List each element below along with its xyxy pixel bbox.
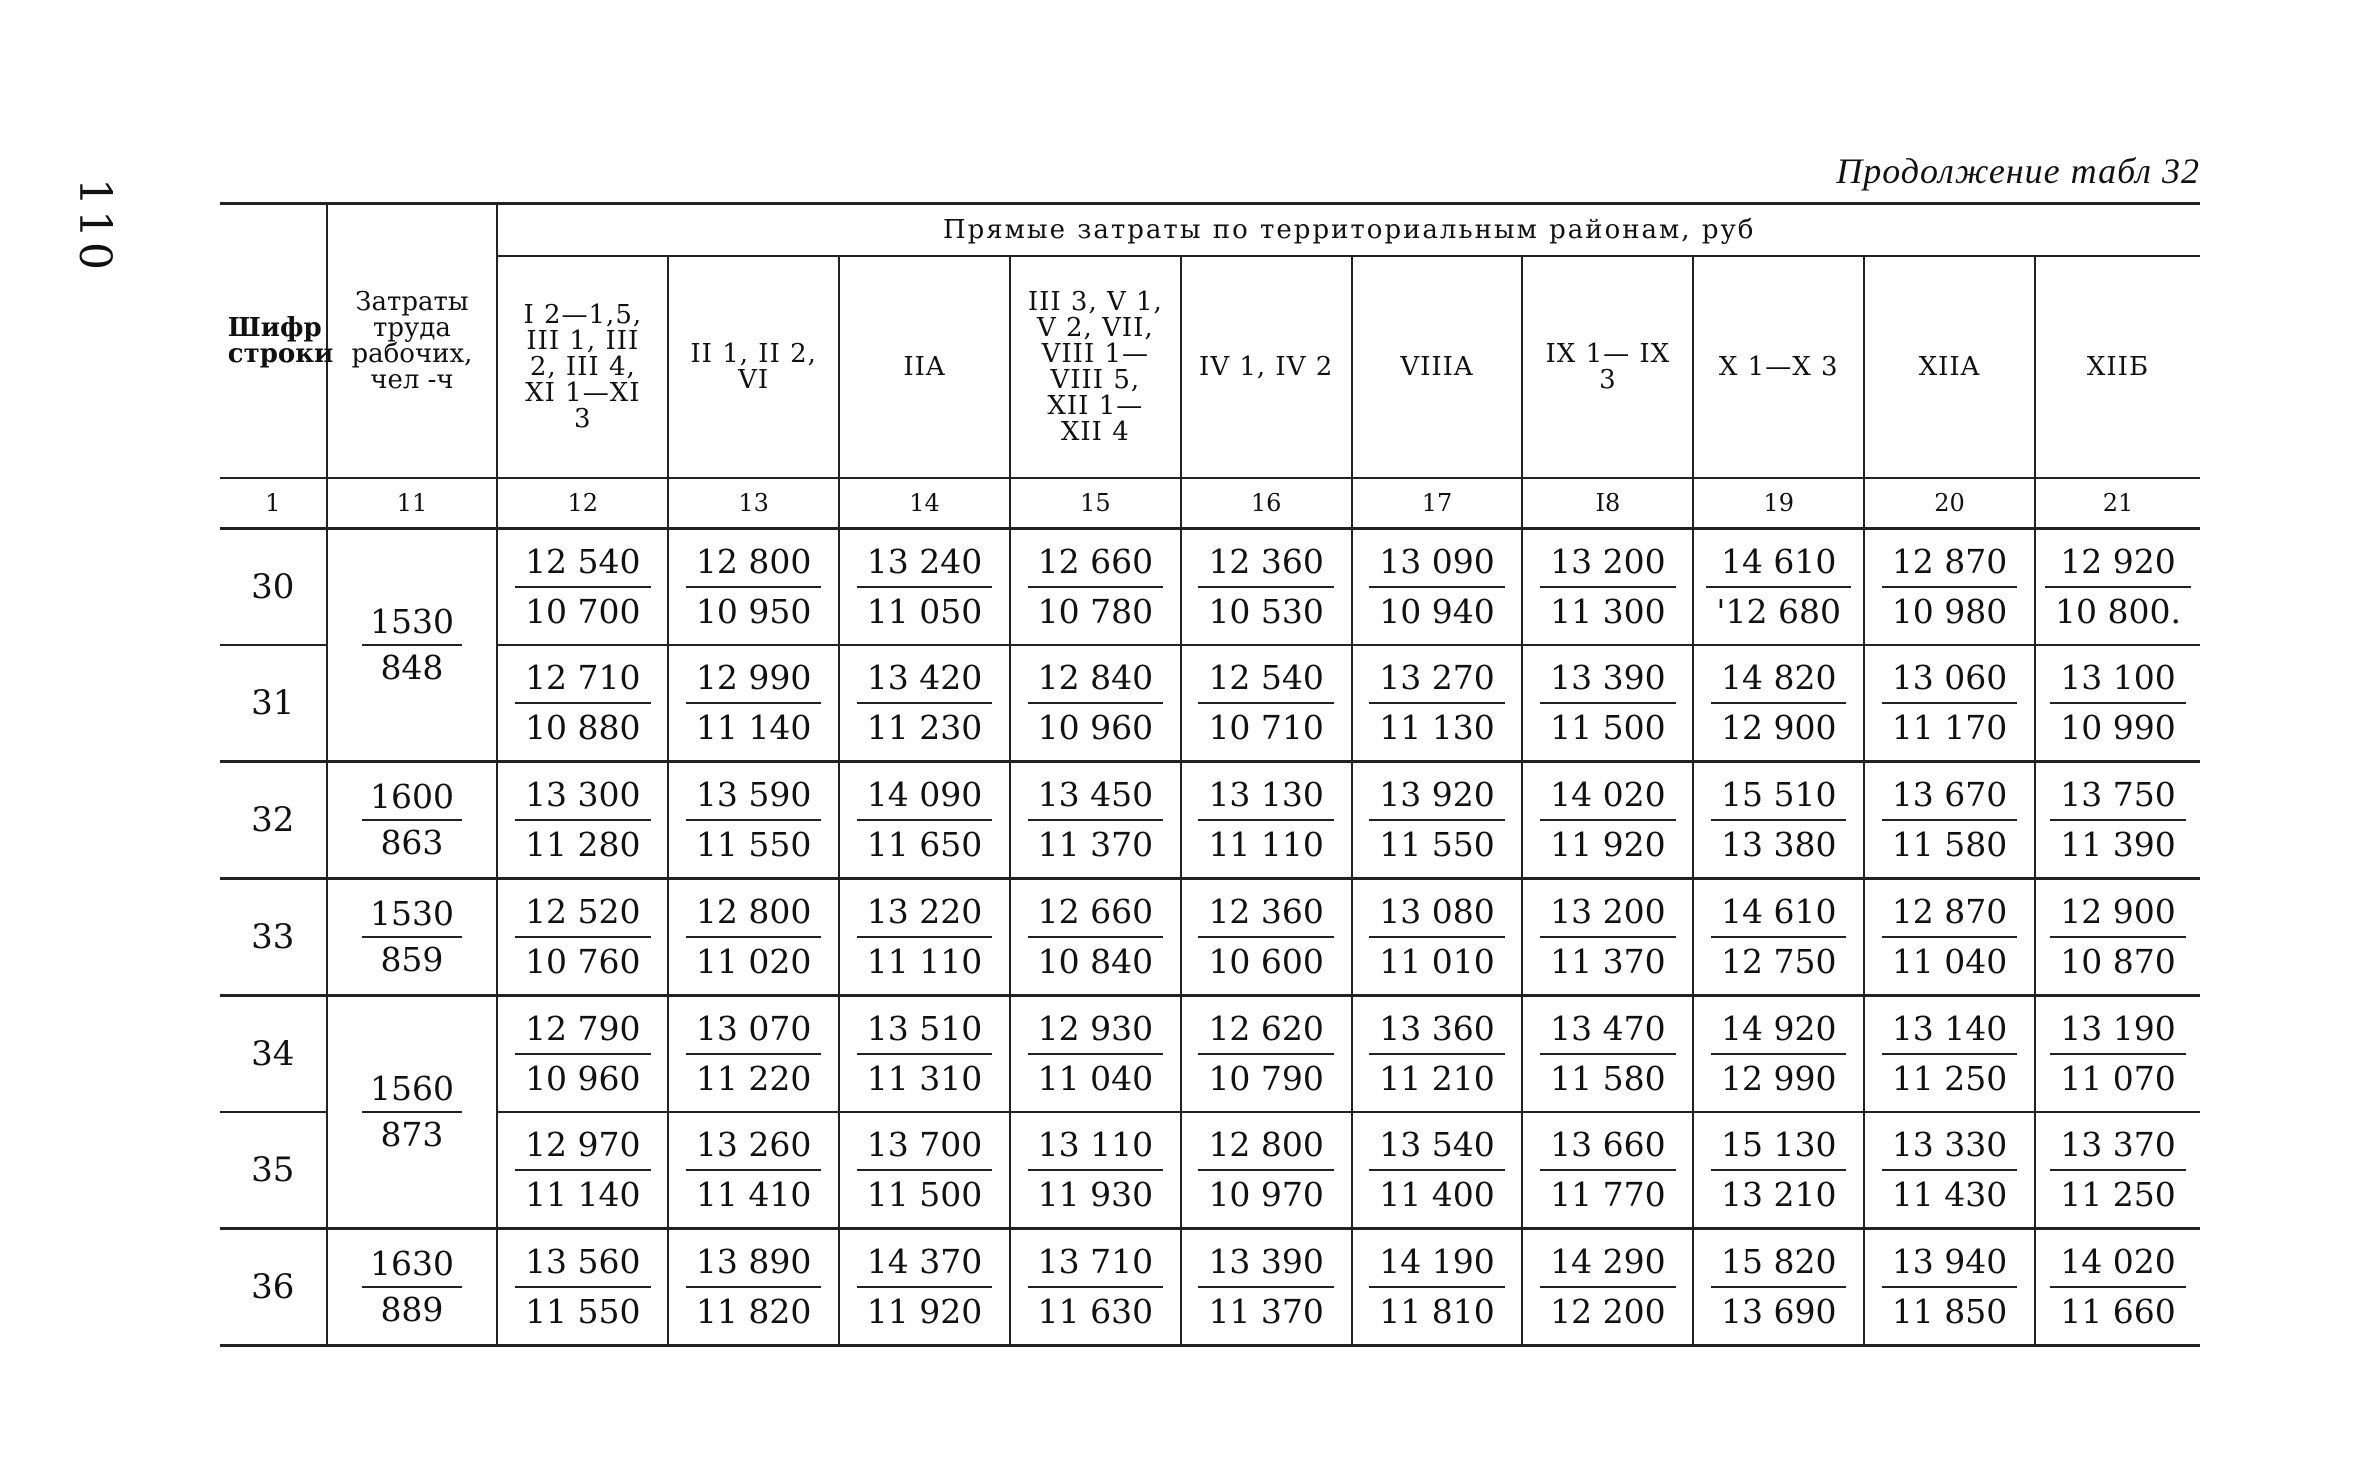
cost-cell: [1864, 996, 2035, 1113]
cost-value: 11 810: [1379, 1292, 1495, 1331]
cost-value: 11 110: [866, 942, 983, 981]
cost-value: 11 930: [1037, 1175, 1154, 1214]
row-code: 30: [220, 529, 327, 646]
cost-cell: [1522, 1112, 1693, 1229]
cost-value: 11 130: [1379, 708, 1495, 747]
cost-value: '12 680: [1716, 592, 1841, 631]
region-header: I 2—1,5, III 1, III 2, III 4, XI 1—XI 3: [497, 256, 668, 478]
cost-value: 11 010: [1379, 942, 1495, 981]
table-continuation-label: Продолжение табл 32: [1836, 151, 2200, 191]
cost-value: 13 060: [1882, 652, 2017, 704]
cost-cell: [1522, 996, 1693, 1113]
labor-hours-value: 873: [380, 1115, 444, 1154]
region-header: XIIA: [1864, 256, 2035, 478]
region-header: III 3, V 1, V 2, VII, VIII 1— VIII 5, XII 1— XII 4: [1010, 256, 1181, 478]
cost-cell: [2035, 996, 2200, 1113]
table-row: [220, 762, 2200, 879]
column-number: I8: [1522, 478, 1693, 529]
cost-cell: [1352, 762, 1523, 879]
column-number: 11: [327, 478, 498, 529]
cost-cell: [1693, 879, 1864, 996]
cost-cell: [668, 529, 839, 646]
cost-value: 13 260: [686, 1119, 821, 1171]
cost-value: 13 510: [857, 1003, 992, 1055]
region-header: II 1, II 2, VI: [668, 256, 839, 478]
cost-value: 11 580: [1891, 825, 2008, 864]
cost-value: 14 610: [1706, 536, 1851, 588]
cost-cell: [1010, 1229, 1181, 1346]
cost-value: 14 610: [1711, 886, 1846, 938]
cost-value: 12 990: [1720, 1059, 1837, 1098]
cost-value: 11 850: [1891, 1292, 2008, 1331]
row-code: 31: [220, 645, 327, 762]
cost-value: 11 500: [1550, 708, 1666, 747]
cost-value: 11 370: [1550, 942, 1666, 981]
cost-value: 12 660: [1028, 886, 1163, 938]
cost-value: 13 070: [686, 1003, 821, 1055]
row-code: 32: [220, 762, 327, 879]
cost-value: 11 040: [1891, 942, 2008, 981]
cost-value: 10 700: [525, 592, 641, 631]
cost-cell: [668, 996, 839, 1113]
row-code: 35: [220, 1112, 327, 1229]
cost-value: 14 190: [1369, 1236, 1504, 1288]
cost-value: 13 190: [2050, 1003, 2185, 1055]
cost-cell: [839, 1112, 1010, 1229]
cost-cell: [497, 879, 668, 996]
direct-costs-header: Прямые затраты по территориальным районам, руб: [497, 204, 2200, 257]
cost-value: 13 540: [1369, 1119, 1504, 1171]
cost-value: 14 820: [1711, 652, 1846, 704]
column-number: 21: [2035, 478, 2200, 529]
cost-value: 13 100: [2050, 652, 2185, 704]
cost-value: 12 660: [1028, 536, 1163, 588]
cost-value: 13 360: [1369, 1003, 1504, 1055]
cost-cell: [1864, 1112, 2035, 1229]
cost-value: 11 410: [695, 1175, 812, 1214]
cost-value: 12 900: [1720, 708, 1837, 747]
cost-value: 15 510: [1711, 769, 1846, 821]
cost-cell: [1522, 879, 1693, 996]
cost-cell: [1010, 996, 1181, 1113]
cost-value: 12 200: [1550, 1292, 1666, 1331]
cost-value: 13 090: [1369, 536, 1504, 588]
labor-hours-value: 889: [380, 1290, 444, 1329]
cost-cell: [839, 529, 1010, 646]
cost-value: 12 620: [1198, 1003, 1333, 1055]
cost-value: 12 360: [1198, 886, 1333, 938]
region-header: IX 1— IX 3: [1522, 256, 1693, 478]
cost-value: 13 470: [1540, 1003, 1675, 1055]
cost-value: 10 950: [695, 592, 812, 631]
cost-value: 13 240: [857, 536, 992, 588]
cost-value: 13 330: [1882, 1119, 2017, 1171]
cost-cell: [1010, 879, 1181, 996]
cost-value: 11 140: [695, 708, 812, 747]
cost-value: 11 020: [695, 942, 812, 981]
row-code: 36: [220, 1229, 327, 1346]
cost-value: 11 070: [2060, 1059, 2176, 1098]
cost-cell: [1181, 996, 1352, 1113]
cost-value: 14 920: [1711, 1003, 1846, 1055]
cost-cell: [839, 645, 1010, 762]
cost-value: 10 840: [1037, 942, 1154, 981]
cost-cell: [1181, 1112, 1352, 1229]
labor-header: Затраты труда рабочих, чел -ч: [327, 204, 498, 479]
cost-value: 12 930: [1028, 1003, 1163, 1055]
cost-value: 13 210: [1720, 1175, 1837, 1214]
region-header: VIIIA: [1352, 256, 1523, 478]
cost-cell: [497, 1112, 668, 1229]
cost-value: 11 390: [2060, 825, 2176, 864]
column-number: 12: [497, 478, 668, 529]
cost-value: 10 800.: [2055, 592, 2181, 631]
cost-value: 11 140: [525, 1175, 641, 1214]
cost-cell: [1181, 762, 1352, 879]
cost-value: 15 130: [1711, 1119, 1846, 1171]
cost-cell: [1864, 645, 2035, 762]
labor-hours-value: 1630: [362, 1240, 462, 1288]
cost-value: 10 600: [1208, 942, 1324, 981]
cost-value: 13 390: [1198, 1236, 1333, 1288]
cost-value: 12 800: [686, 886, 821, 938]
cost-value: 11 250: [1891, 1059, 2008, 1098]
cost-cell: [1010, 529, 1181, 646]
page-number: 110: [69, 178, 120, 274]
cost-cell: [497, 996, 668, 1113]
cost-cell: [497, 645, 668, 762]
cost-cell: [668, 762, 839, 879]
cost-value: 13 140: [1882, 1003, 2017, 1055]
cost-value: 11 550: [1379, 825, 1495, 864]
cost-cell: [497, 762, 668, 879]
table-row: [220, 645, 2200, 762]
cost-value: 11 770: [1550, 1175, 1666, 1214]
cost-value: 13 130: [1198, 769, 1333, 821]
cost-cell: [2035, 645, 2200, 762]
cost-value: 13 660: [1540, 1119, 1675, 1171]
cost-value: 12 710: [515, 652, 650, 704]
cost-value: 13 380: [1720, 825, 1837, 864]
cost-value: 12 790: [515, 1003, 650, 1055]
cost-cell: [497, 529, 668, 646]
cost-value: 11 210: [1379, 1059, 1495, 1098]
cost-value: 11 550: [695, 825, 812, 864]
cost-value: 10 760: [525, 942, 641, 981]
cost-cell: [668, 1112, 839, 1229]
table-row: [220, 879, 2200, 996]
cost-value: 11 170: [1891, 708, 2008, 747]
cost-value: 10 940: [1379, 592, 1495, 631]
cost-value: 10 790: [1208, 1059, 1324, 1098]
labor-hours-value: 1530: [362, 598, 462, 646]
cost-value: 13 710: [1028, 1236, 1163, 1288]
cost-cell: [1010, 762, 1181, 879]
cost-value: 10 960: [1037, 708, 1154, 747]
cost-cell: [497, 1229, 668, 1346]
cost-value: 10 970: [1208, 1175, 1324, 1214]
labor-hours-value: 1560: [362, 1065, 462, 1113]
column-number: 16: [1181, 478, 1352, 529]
cost-value: 10 880: [525, 708, 641, 747]
cost-value: 11 110: [1208, 825, 1324, 864]
cost-value: 13 270: [1369, 652, 1504, 704]
cost-cell: [839, 1229, 1010, 1346]
cost-cell: [2035, 529, 2200, 646]
table-row: [220, 1229, 2200, 1346]
cost-value: 11 430: [1891, 1175, 2008, 1214]
cost-cell: [2035, 762, 2200, 879]
cost-value: 11 040: [1037, 1059, 1154, 1098]
cost-cell: [1352, 1112, 1523, 1229]
cost-value: 10 870: [2060, 942, 2176, 981]
cost-cell: [1352, 529, 1523, 646]
table-row: [220, 1112, 2200, 1229]
cost-value: 13 420: [857, 652, 992, 704]
cost-cell: [1181, 645, 1352, 762]
labor-cost-cell: [327, 879, 498, 996]
cost-cell: [1693, 529, 1864, 646]
cost-cell: [839, 996, 1010, 1113]
cost-cell: [668, 645, 839, 762]
labor-hours-value: 848: [380, 648, 444, 687]
cost-cell: [668, 1229, 839, 1346]
cost-cell: [1181, 529, 1352, 646]
cost-value: 13 700: [857, 1119, 992, 1171]
column-number: 1: [220, 478, 327, 529]
cost-value: 11 920: [866, 1292, 983, 1331]
region-header: XIIБ: [2035, 256, 2200, 478]
cost-value: 13 920: [1369, 769, 1504, 821]
cost-value: 13 200: [1540, 886, 1675, 938]
cost-value: 12 840: [1028, 652, 1163, 704]
cost-value: 12 540: [1198, 652, 1333, 704]
cost-value: 11 660: [2060, 1292, 2176, 1331]
cost-cell: [1864, 762, 2035, 879]
cost-value: 13 940: [1882, 1236, 2017, 1288]
cost-value: 11 230: [866, 708, 983, 747]
cost-value: 12 970: [515, 1119, 650, 1171]
cost-value: 11 920: [1550, 825, 1666, 864]
cost-cell: [1010, 645, 1181, 762]
labor-hours-value: 863: [380, 823, 444, 862]
cost-cell: [2035, 879, 2200, 996]
cost-value: 12 900: [2050, 886, 2185, 938]
column-number: 15: [1010, 478, 1181, 529]
cost-value: 14 370: [857, 1236, 992, 1288]
cost-value: 13 370: [2050, 1119, 2185, 1171]
cost-value: 13 300: [515, 769, 650, 821]
column-number: 19: [1693, 478, 1864, 529]
cost-cell: [839, 762, 1010, 879]
labor-hours-value: 1530: [362, 890, 462, 938]
cost-cell: [668, 879, 839, 996]
cost-value: 12 800: [686, 536, 821, 588]
region-header: IV 1, IV 2: [1181, 256, 1352, 478]
cost-cell: [1010, 1112, 1181, 1229]
region-header: X 1—X 3: [1693, 256, 1864, 478]
cost-value: 12 990: [686, 652, 821, 704]
code-header: Шифр строки: [220, 204, 327, 479]
cost-cell: [1352, 645, 1523, 762]
cost-value: 12 750: [1720, 942, 1837, 981]
cost-value: 13 200: [1540, 536, 1675, 588]
cost-cell: [1864, 879, 2035, 996]
cost-cell: [1352, 879, 1523, 996]
cost-value: 13 110: [1028, 1119, 1163, 1171]
cost-value: 13 590: [686, 769, 821, 821]
cost-value: 12 870: [1882, 886, 2017, 938]
table-row: [220, 529, 2200, 646]
cost-value: 13 750: [2050, 769, 2185, 821]
cost-value: 10 990: [2060, 708, 2176, 747]
cost-value: 10 710: [1208, 708, 1324, 747]
cost-cell: [2035, 1229, 2200, 1346]
cost-value: 13 560: [515, 1236, 650, 1288]
cost-value: 15 820: [1711, 1236, 1846, 1288]
cost-value: 14 090: [857, 769, 992, 821]
cost-value: 11 500: [866, 1175, 983, 1214]
cost-value: 14 290: [1540, 1236, 1675, 1288]
cost-value: 11 400: [1379, 1175, 1495, 1214]
cost-cell: [1181, 879, 1352, 996]
labor-cost-cell: [327, 996, 498, 1229]
cost-value: 11 650: [866, 825, 983, 864]
cost-value: 12 520: [515, 886, 650, 938]
cost-cell: [1693, 762, 1864, 879]
cost-cell: [1864, 1229, 2035, 1346]
cost-value: 11 310: [866, 1059, 983, 1098]
row-code: 34: [220, 996, 327, 1113]
table-row: [220, 996, 2200, 1113]
cost-value: 12 920: [2045, 536, 2191, 588]
cost-value: 14 020: [1540, 769, 1675, 821]
cost-cell: [1522, 645, 1693, 762]
cost-value: 12 870: [1882, 536, 2017, 588]
row-code: 33: [220, 879, 327, 996]
cost-cell: [1522, 529, 1693, 646]
cost-value: 13 890: [686, 1236, 821, 1288]
cost-value: 11 280: [525, 825, 641, 864]
labor-hours-value: 859: [380, 940, 444, 979]
cost-value: 12 360: [1198, 536, 1333, 588]
cost-value: 11 300: [1550, 592, 1666, 631]
labor-cost-cell: [327, 762, 498, 879]
cost-cell: [1352, 996, 1523, 1113]
cost-value: 11 220: [695, 1059, 812, 1098]
cost-value: 12 800: [1198, 1119, 1333, 1171]
cost-value: 13 080: [1369, 886, 1504, 938]
cost-cell: [1352, 1229, 1523, 1346]
labor-cost-cell: [327, 529, 498, 762]
cost-value: 11 820: [695, 1292, 812, 1331]
cost-value: 10 980: [1891, 592, 2008, 631]
cost-value: 11 250: [2060, 1175, 2176, 1214]
cost-value: 11 370: [1208, 1292, 1324, 1331]
cost-value: 11 050: [866, 592, 983, 631]
cost-value: 13 690: [1720, 1292, 1837, 1331]
cost-value: 13 670: [1882, 769, 2017, 821]
cost-value: 11 580: [1550, 1059, 1666, 1098]
column-number: 14: [839, 478, 1010, 529]
cost-value: 10 780: [1037, 592, 1154, 631]
cost-cell: [1522, 1229, 1693, 1346]
column-number: 13: [668, 478, 839, 529]
cost-value: 13 450: [1028, 769, 1163, 821]
cost-cell: [1522, 762, 1693, 879]
labor-hours-value: 1600: [362, 773, 462, 821]
cost-cell: [1693, 645, 1864, 762]
column-number: 20: [1864, 478, 2035, 529]
cost-cell: [1693, 1112, 1864, 1229]
cost-value: 12 540: [515, 536, 650, 588]
cost-cell: [2035, 1112, 2200, 1229]
cost-value: 10 960: [525, 1059, 641, 1098]
cost-value: 11 370: [1037, 825, 1154, 864]
cost-cell: [1181, 1229, 1352, 1346]
cost-value: 11 550: [525, 1292, 641, 1331]
cost-value: 14 020: [2050, 1236, 2185, 1288]
cost-cell: [1864, 529, 2035, 646]
cost-table: [220, 202, 2200, 1347]
cost-value: 13 220: [857, 886, 992, 938]
cost-cell: [839, 879, 1010, 996]
cost-cell: [1693, 996, 1864, 1113]
column-number: 17: [1352, 478, 1523, 529]
labor-cost-cell: [327, 1229, 498, 1346]
cost-value: 11 630: [1037, 1292, 1154, 1331]
region-header: IIA: [839, 256, 1010, 478]
cost-value: 13 390: [1540, 652, 1675, 704]
cost-value: 10 530: [1208, 592, 1324, 631]
cost-cell: [1693, 1229, 1864, 1346]
